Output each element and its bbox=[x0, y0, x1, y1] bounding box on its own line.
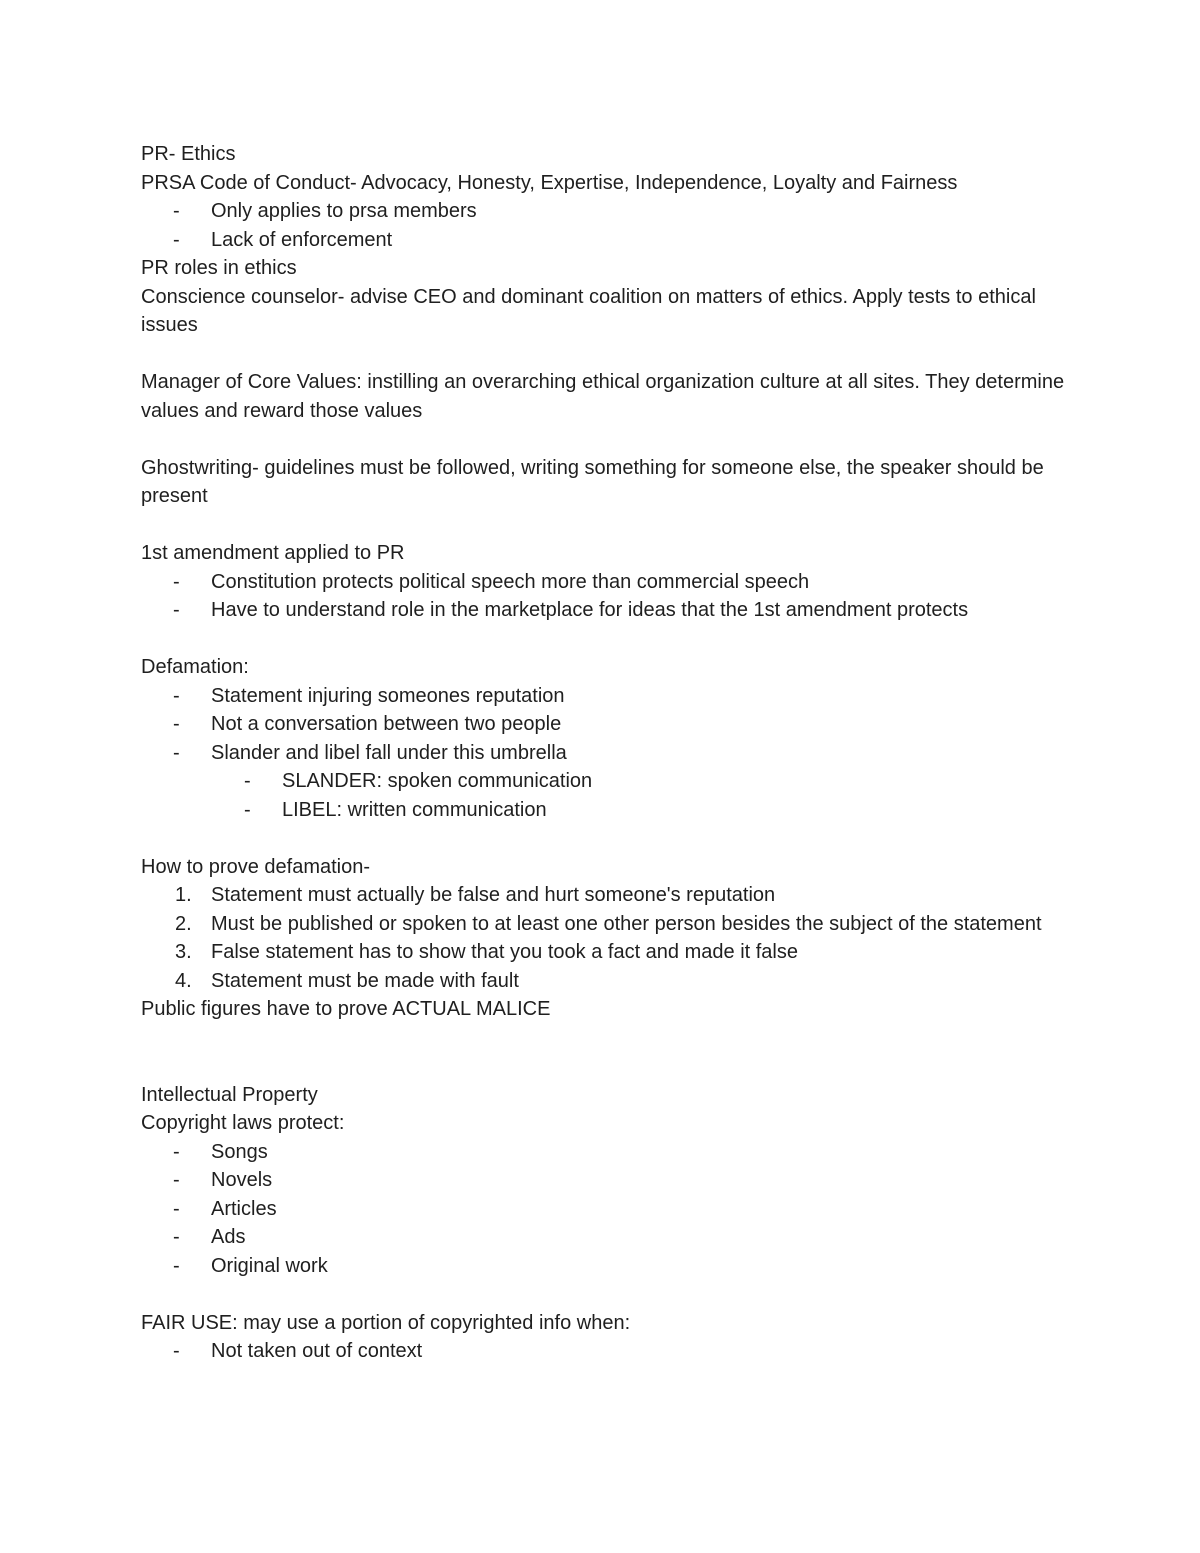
sub-list-item bbox=[141, 767, 1071, 796]
list-item-text: Statement injuring someones reputation bbox=[211, 684, 565, 707]
list-item-text: Ads bbox=[211, 1226, 246, 1248]
sub-list-item bbox=[141, 796, 1071, 825]
list-item-text: Constitution protects political speech more than commercial speech bbox=[211, 570, 810, 593]
list-item bbox=[141, 1166, 1071, 1195]
numbered-item bbox=[141, 881, 1071, 910]
list-item-text: Lack of enforcement bbox=[211, 228, 393, 251]
bullet-marker: - bbox=[173, 228, 180, 251]
bullet-marker: - bbox=[173, 200, 180, 222]
bullet-marker: - bbox=[173, 684, 180, 707]
number-marker: 1. bbox=[175, 884, 192, 906]
list-item-text: SLANDER: spoken communication bbox=[282, 770, 593, 792]
list-item-text: Novels bbox=[211, 1169, 273, 1191]
list-item bbox=[141, 197, 1071, 226]
list-item-text: LIBEL: written communication bbox=[282, 798, 547, 821]
bullet-marker: - bbox=[173, 1197, 180, 1220]
bullet-marker: - bbox=[173, 1140, 180, 1163]
list-item bbox=[141, 1138, 1071, 1167]
spacer bbox=[141, 1024, 1071, 1081]
numbered-item-text: Statement must be made with fault bbox=[211, 969, 519, 992]
copyright-heading: Copyright laws protect: bbox=[141, 1112, 345, 1134]
bullet-marker: - bbox=[173, 1340, 180, 1362]
numbered-item bbox=[141, 938, 1071, 967]
list-item bbox=[141, 1337, 1071, 1366]
number-marker: 2. bbox=[175, 912, 192, 935]
conscience-counselor-paragraph: Conscience counselor- advise CEO and dominant coalition on matters of ethics. Apply tests to ethical issues bbox=[141, 285, 1036, 336]
ghostwriting-paragraph: Ghostwriting- guidelines must be followed, writing something for someone else, the speaker should be present bbox=[141, 456, 1044, 507]
spacer bbox=[141, 824, 1071, 853]
list-item bbox=[141, 568, 1071, 597]
bullet-marker: - bbox=[173, 713, 180, 735]
manager-core-values-paragraph: Manager of Core Values: instilling an overarching ethical organization culture at all sites. They determine values and reward those values bbox=[141, 371, 1065, 422]
spacer bbox=[141, 340, 1071, 369]
fair-use-heading: FAIR USE: may use a portion of copyrighted info when: bbox=[141, 1311, 631, 1334]
bullet-marker: - bbox=[173, 570, 180, 593]
intellectual-property-heading: Intellectual Property bbox=[141, 1083, 318, 1106]
list-item-text: Not taken out of context bbox=[211, 1340, 423, 1362]
numbered-item-text: False statement has to show that you took a fact and made it false bbox=[211, 941, 798, 963]
numbered-item-text: Statement must actually be false and hurt someone's reputation bbox=[211, 884, 776, 906]
list-item-text: Original work bbox=[211, 1254, 328, 1277]
public-figures-line: Public figures have to prove ACTUAL MALICE bbox=[141, 998, 551, 1020]
list-item bbox=[141, 682, 1071, 711]
list-item-text: Articles bbox=[211, 1197, 277, 1220]
first-amendment-heading: 1st amendment applied to PR bbox=[141, 542, 405, 564]
prove-defamation-heading: How to prove defamation- bbox=[141, 855, 371, 878]
prsa-code-line: PRSA Code of Conduct- Advocacy, Honesty, Expertise, Independence, Loyalty and Fairness bbox=[141, 171, 958, 194]
spacer bbox=[141, 425, 1071, 454]
list-item bbox=[141, 226, 1071, 255]
document-title: PR- Ethics bbox=[141, 143, 236, 165]
bullet-marker: - bbox=[173, 599, 180, 621]
bullet-marker: - bbox=[173, 741, 180, 764]
spacer bbox=[141, 511, 1071, 540]
bullet-marker: - bbox=[244, 798, 251, 821]
list-item bbox=[141, 710, 1071, 739]
list-item bbox=[141, 739, 1071, 768]
spacer bbox=[141, 1280, 1071, 1309]
numbered-item-text: Must be published or spoken to at least one other person besides the subject of the statement bbox=[211, 912, 1042, 935]
document-body bbox=[141, 140, 1071, 1366]
list-item bbox=[141, 596, 1071, 625]
bullet-marker: - bbox=[173, 1254, 180, 1277]
numbered-item bbox=[141, 967, 1071, 996]
list-item-text: Songs bbox=[211, 1140, 268, 1163]
spacer bbox=[141, 625, 1071, 654]
number-marker: 4. bbox=[175, 969, 192, 992]
bullet-marker: - bbox=[173, 1169, 180, 1191]
bullet-marker: - bbox=[244, 770, 251, 792]
roles-heading: PR roles in ethics bbox=[141, 257, 297, 279]
list-item-text: Slander and libel fall under this umbrella bbox=[211, 741, 567, 764]
number-marker: 3. bbox=[175, 941, 192, 963]
bullet-marker: - bbox=[173, 1226, 180, 1248]
defamation-heading: Defamation: bbox=[141, 656, 249, 678]
numbered-item bbox=[141, 910, 1071, 939]
list-item bbox=[141, 1195, 1071, 1224]
list-item-text: Have to understand role in the marketplace for ideas that the 1st amendment protects bbox=[211, 599, 969, 621]
list-item-text: Only applies to prsa members bbox=[211, 200, 477, 222]
list-item bbox=[141, 1223, 1071, 1252]
list-item-text: Not a conversation between two people bbox=[211, 713, 562, 735]
list-item bbox=[141, 1252, 1071, 1281]
